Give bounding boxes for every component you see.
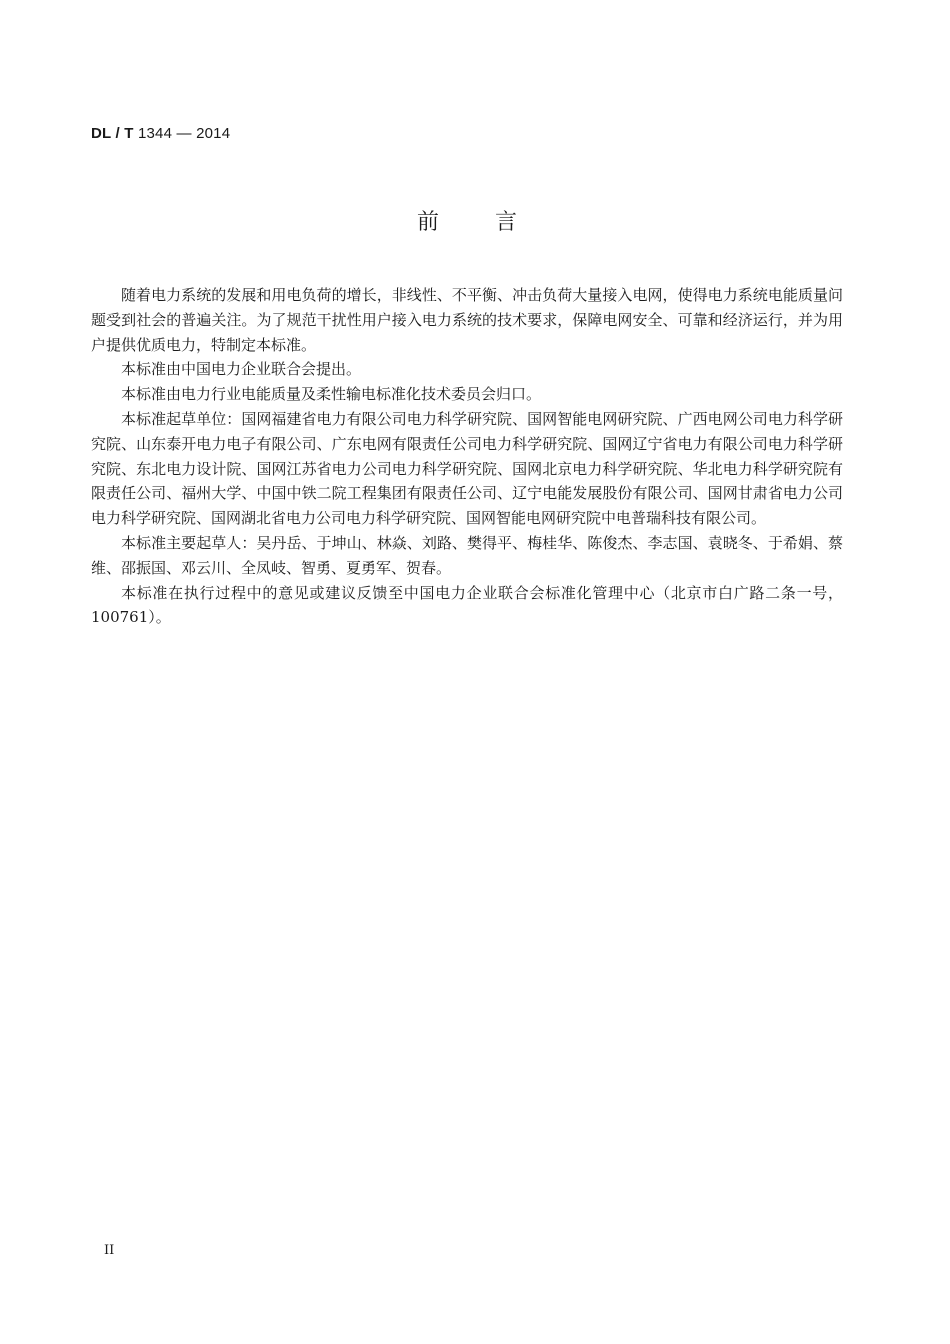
- paragraph-feedback: 本标准在执行过程中的意见或建议反馈至中国电力企业联合会标准化管理中心（北京市白广路二条一号，100761）。: [91, 583, 843, 627]
- page-title: 前言: [416, 210, 573, 235]
- paragraph-drafting-units: 本标准起草单位：国网福建省电力有限公司电力科学研究院、国网智能电网研究院、广西电网公司电力科学研究院、山东泰开电力电子有限公司、广东电网有限责任公司电力科学研究院、国网辽宁省电力有限公司电力科学研究院、东北电力设计院、国网江苏省电力公司电力科学研究院、国网北京电力科学研究院、华北电力科学研究院有限责任公司、福州大学、中国中铁二院工程集团有限责任公司、辽宁电能发展股份有限公司、国网甘肃省电力公司电力科学研究院、国网湖北省电力公司电力科学研究院、国网智能电网研究院中电普瑞科技有限公司。: [91, 409, 843, 528]
- foreword-body: [91, 283, 843, 630]
- document-code: [91, 125, 230, 142]
- page-number: II: [104, 1243, 115, 1258]
- paragraph-committee: 本标准由电力行业电能质量及柔性输电标准化技术委员会归口。: [121, 385, 542, 404]
- paragraph-drafters: 本标准主要起草人：吴丹岳、于坤山、林焱、刘路、樊得平、梅桂华、陈俊杰、李志国、袁晓冬、于希娟、蔡维、邵振国、邓云川、全凤岐、智勇、夏勇军、贺春。: [91, 533, 843, 577]
- paragraph-background: 随着电力系统的发展和用电负荷的增长，非线性、不平衡、冲击负荷大量接入电网，使得电力系统电能质量问题受到社会的普遍关注。为了规范干扰性用户接入电力系统的技术要求，保障电网安全、可靠和经济运行，并为用户提供优质电力，特制定本标准。: [91, 286, 843, 354]
- paragraph-proposer: 本标准由中国电力企业联合会提出。: [121, 360, 362, 379]
- document-code-prefix: DL / T: [91, 125, 134, 142]
- document-code-number: 1344 — 2014: [133, 125, 231, 142]
